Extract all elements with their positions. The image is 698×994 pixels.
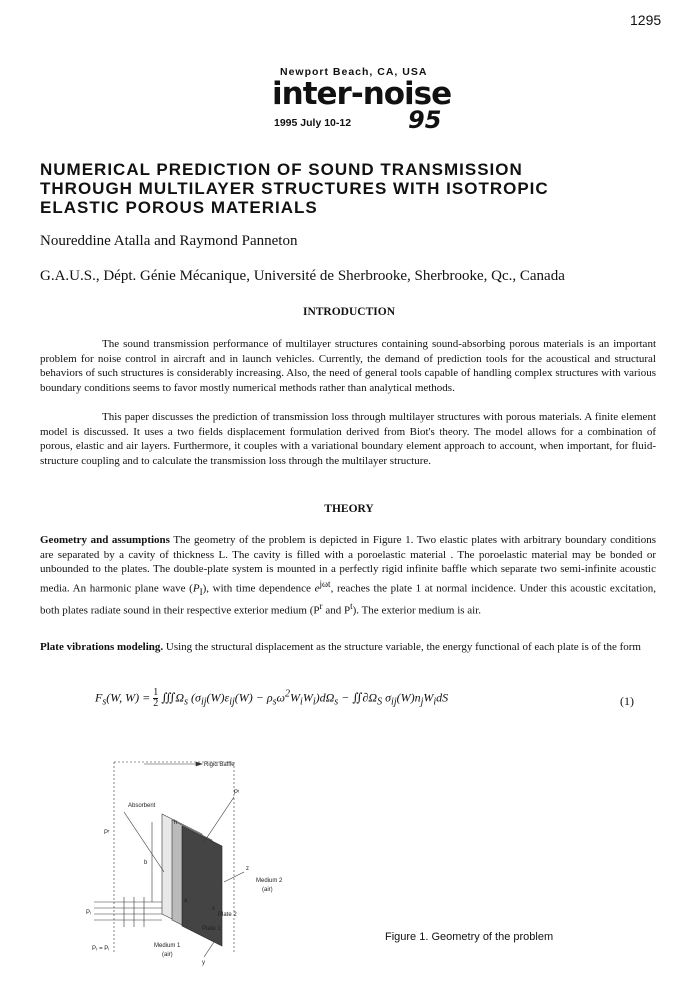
section-heading-introduction: INTRODUCTION	[302, 306, 395, 318]
paper-title	[40, 160, 660, 217]
label-plate-1: Plate 1	[202, 926, 221, 932]
intro-paragraph-1: The sound transmission performance of multilayer structures containing sound-absorbing porous materials is an important problem for noise control in aircraft and in launch vehicles. Currently, the demand of prediction tools for the acoustical and structural behaviors of such structures is considerably increasing. Also, the need of general tools capable of handling complex structures with various boundary conditions seems to favor mostly numerical methods rather than analytical methods.	[40, 338, 656, 394]
conference-year-mark: 95	[408, 106, 442, 134]
y-axis	[204, 942, 214, 957]
figure-caption: Figure 1. Geometry of the problem	[385, 931, 554, 943]
conference-dates: 1995 July 10-12	[274, 117, 352, 129]
intro-paragraph-2: This paper discusses the prediction of transmission loss through multilayer structures with porous materials. A finite element model is discussed. It uses a two fields displacement formulation derived from Biot's theory. The model allows for a combination of porous, elastic and air layers. Furthermore, it couples with a variational boundary element approach to account, when important, for fluid-structure coupling and to calculate the transmission loss through the multilayer structure.	[40, 411, 656, 467]
paragraph-text: ), with time dependence	[202, 582, 315, 595]
label-y: y	[202, 960, 205, 966]
transmitted-arrow	[204, 797, 234, 842]
theory-paragraph-geometry	[40, 533, 656, 618]
z-axis	[224, 872, 244, 882]
paragraph-lead: Geometry and assumptions	[40, 534, 170, 546]
label-b: b	[144, 860, 148, 866]
symbol-sup: r	[319, 601, 323, 612]
paragraph-lead: Plate vibrations modeling.	[40, 641, 164, 653]
affiliation: G.A.U.S., Dépt. Génie Mécanique, Université de Sherbrooke, Sherbrooke, Qc., Canada	[40, 268, 565, 284]
symbol-sub: I	[199, 586, 203, 597]
label-p-transmitted: Pᵗ	[234, 790, 240, 796]
paragraph-text: The geometry of the problem is depicted in Figure 1. Two elastic plates with arbitrary boundary conditions are separated by a cavity of thickness L. The cavity is filled with a poroelastic material . The poroelastic material may be bonded or unbounded to the plates. The double-plate system is mounted in a perfectly rigid infinite baffle which separate two semi-infinite acoustic media. An harmonic plane wave (	[40, 534, 657, 595]
label-medium-1-air: (air)	[162, 952, 173, 958]
symbol: e	[314, 582, 320, 595]
label-x: x	[212, 906, 215, 912]
symbol-sup: t	[350, 601, 353, 612]
title-line: NUMERICAL PREDICTION OF SOUND TRANSMISSION	[40, 160, 523, 179]
paragraph-text: ). The exterior medium is air.	[352, 604, 482, 617]
label-medium-2-air: (air)	[262, 887, 273, 893]
figure-1-geometry	[84, 752, 284, 972]
label-p-reflected: Pʳ	[104, 830, 110, 836]
label-a: a	[184, 898, 188, 904]
label-medium-2: Medium 2	[256, 878, 283, 884]
authors: Noureddine Atalla and Raymond Panneton	[40, 233, 298, 249]
baffle-arrow-head	[196, 762, 202, 766]
equation-number: (1)	[620, 694, 634, 708]
section-heading-theory: THEORY	[324, 503, 374, 515]
page-number: 1295	[630, 12, 662, 28]
label-rigid-baffle: Rigid Baffle	[204, 762, 235, 768]
label-h: h	[174, 820, 178, 826]
symbol: P	[192, 582, 200, 595]
label-z: z	[246, 866, 249, 872]
paragraph-text: Using the structural displacement as the structure variable, the energy functional of each plate is of the form	[163, 641, 641, 653]
label-plate-2: Plate 2	[218, 912, 237, 918]
paragraph-text: and P	[322, 604, 351, 617]
conference-logo: inter-noise	[272, 76, 452, 112]
theory-paragraph-plate	[40, 640, 656, 655]
label-medium-1: Medium 1	[154, 943, 181, 949]
label-absorbent: Absorbent	[128, 803, 156, 809]
equation-1: $F_s(W$, W) = $\frac{1}{2}$ $∭\Omega_s$ $(\sigma_{ij}(W)\varepsilon_{ij}(W) - \rho_s\omega^2W_iW_i)d\Omega_s$ − $∬\partial\Omega_S$ $\sigma_{ij}(W)n_jW_idS$	[95, 687, 449, 709]
label-p-equality: Pᵣ = Pᵢ	[92, 946, 110, 952]
conference-venue: Newport Beach, CA, USA	[280, 66, 428, 78]
paragraph-text: , reaches the plate 1 at normal incidence. Under this acoustic excitation, both plates radiate sound in their respective exterior medium (P	[40, 582, 657, 617]
label-p-incident: Pᵢ	[86, 910, 91, 916]
title-line: ELASTIC POROUS MATERIALS	[40, 198, 318, 217]
title-line: THROUGH MULTILAYER STRUCTURES WITH ISOTROPIC	[40, 179, 549, 198]
symbol-sup: jωt	[319, 578, 331, 589]
